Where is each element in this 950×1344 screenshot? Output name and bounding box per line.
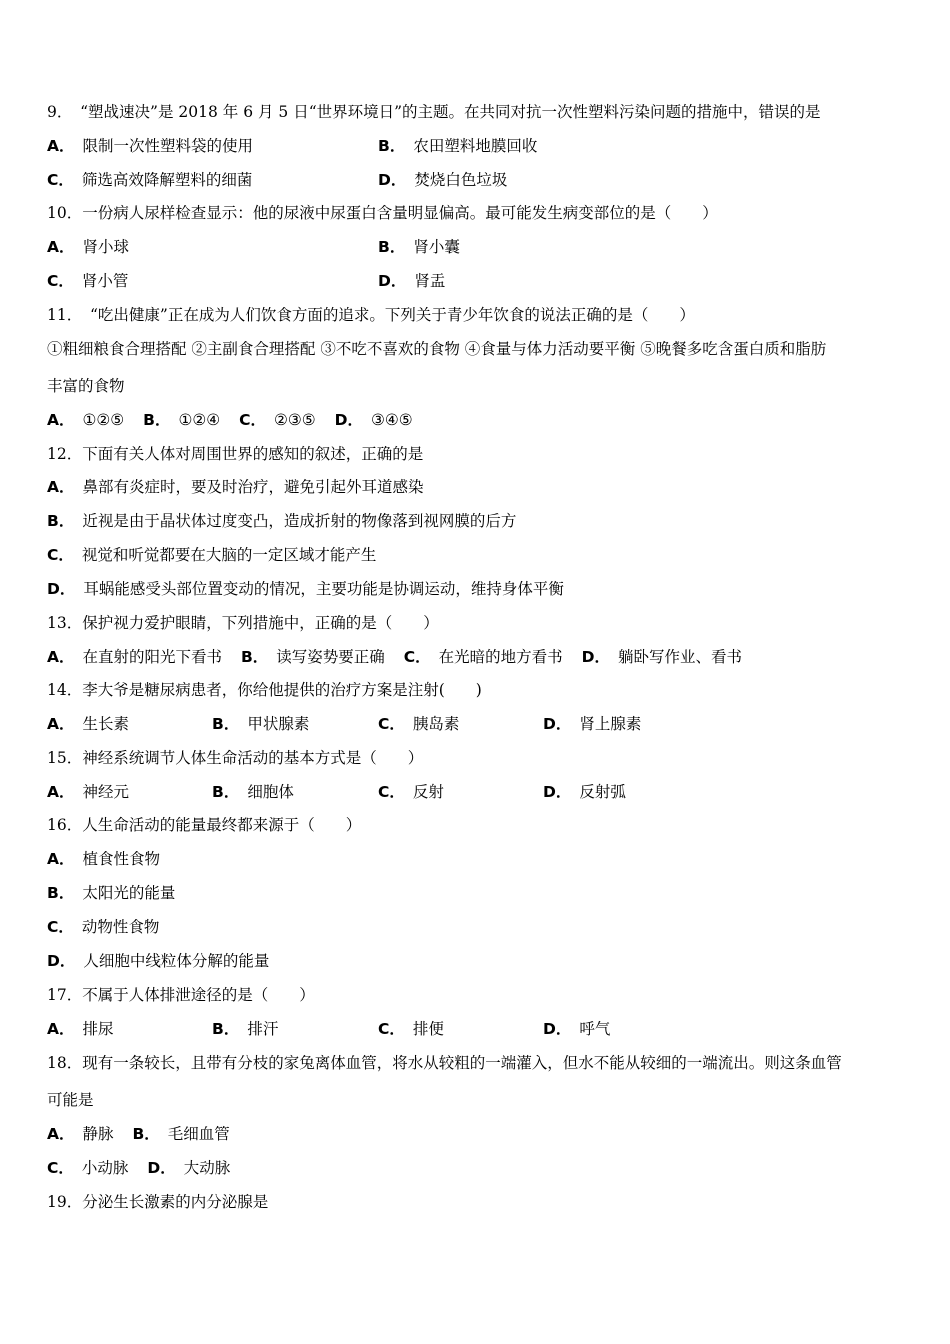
question-11-options (47, 410, 413, 430)
option-text: 太阳光的能量 (82, 884, 176, 902)
question-9-option-c (47, 170, 252, 190)
question-15-option-c (378, 782, 444, 802)
option-text: 细胞体 (247, 783, 294, 801)
question-12-option-d (47, 579, 564, 599)
option-label: D． (378, 272, 407, 290)
question-13-options (47, 647, 742, 667)
question-18-stem-cont: 可能是 (47, 1091, 94, 1109)
question-10-stem: 10．一份病人尿样检查显示：他的尿液中尿蛋白含量明显偏高。最可能发生病变部位的是（ ） (47, 204, 718, 222)
option-label: A． (47, 478, 75, 496)
option-label: A． (47, 137, 75, 155)
option-text: 毛细血管 (167, 1125, 230, 1143)
option-label: C． (47, 171, 74, 189)
question-10-option-b (378, 237, 460, 257)
question-15-option-d (543, 782, 626, 802)
question-16-option-a (47, 849, 160, 869)
question-11-statements: ①粗细粮食合理搭配 ②主副食合理搭配 ③不吃不喜欢的食物 ④食量与体力活动要平衡 ⑤晚餐多吃含蛋白质和脂肪 (47, 340, 827, 358)
option-label: C． (239, 411, 266, 429)
option-label: A． (47, 850, 75, 868)
question-18-options-ab (47, 1124, 230, 1144)
option-text: 排汗 (247, 1020, 279, 1038)
question-13-stem: 13．保护视力爱护眼睛，下列措施中，正确的是（ ） (47, 614, 439, 632)
option-text: ③④⑤ (370, 411, 413, 429)
option-text: 限制一次性塑料袋的使用 (82, 137, 254, 155)
question-9-option-b (378, 136, 537, 156)
option-label: B． (378, 238, 406, 256)
option-label: A． (47, 715, 75, 733)
question-10-option-a (47, 237, 129, 257)
question-9-option-d (378, 170, 507, 190)
option-label: C． (47, 1159, 74, 1177)
option-text: 肾小管 (81, 272, 129, 290)
option-text: 肾上腺素 (579, 715, 642, 733)
option-text: 神经元 (82, 783, 130, 801)
question-9-option-a (47, 136, 253, 156)
option-text: 反射弧 (579, 783, 626, 801)
option-label: B． (212, 715, 240, 733)
option-text: 生长素 (82, 715, 130, 733)
option-text: 焚烧白色垃圾 (414, 171, 508, 189)
option-label: B． (132, 1125, 160, 1143)
option-label: D． (334, 411, 363, 429)
option-label: D． (47, 952, 76, 970)
option-text: ①②④ (178, 411, 221, 429)
question-18-stem: 18．现有一条较长，且带有分枝的家兔离体血管，将水从较粗的一端灌入，但水不能从较细的一端流出。则这条血管 (47, 1054, 842, 1072)
option-text: 鼻部有炎症时，要及时治疗，避免引起外耳道感染 (82, 478, 424, 496)
option-label: B． (212, 1020, 240, 1038)
question-12-option-a (47, 477, 424, 497)
option-text: 小动脉 (81, 1159, 129, 1177)
option-text: 躺卧写作业、看书 (617, 648, 742, 666)
question-15-option-b (212, 782, 294, 802)
option-label: C． (378, 715, 405, 733)
option-text: 大动脉 (183, 1159, 231, 1177)
question-9-stem: 9． “塑战速决”是 2018 年 6 月 5 日“世界环境日”的主题。在共同对抗一次性塑料污染问题的措施中，错误的是 (47, 103, 821, 121)
question-17-stem: 17．不属于人体排泄途径的是（ ） (47, 986, 315, 1004)
option-label: A． (47, 411, 75, 429)
question-16-option-b (47, 883, 175, 903)
option-text: 植食性食物 (82, 850, 161, 868)
question-15-option-a (47, 782, 129, 802)
option-text: 农田塑料地膜回收 (413, 137, 538, 155)
question-15-stem: 15．神经系统调节人体生命活动的基本方式是（ ） (47, 749, 424, 767)
option-text: 肾小囊 (413, 238, 460, 256)
question-14-option-b (212, 714, 309, 734)
option-text: 视觉和听觉都要在大脑的一定区域才能产生 (81, 546, 377, 564)
option-text: 肾盂 (414, 272, 446, 290)
question-14-option-a (47, 714, 129, 734)
option-text: 读写姿势要正确 (276, 648, 385, 666)
option-text: 在光暗的地方看书 (438, 648, 563, 666)
option-text: ②③⑤ (273, 411, 316, 429)
option-text: 筛选高效降解塑料的细菌 (81, 171, 253, 189)
option-text: 动物性食物 (81, 918, 160, 936)
option-text: 呼气 (579, 1020, 611, 1038)
question-17-option-c (378, 1019, 444, 1039)
option-label: D． (147, 1159, 176, 1177)
option-label: D． (543, 715, 572, 733)
option-label: B． (378, 137, 406, 155)
option-label: A． (47, 1020, 75, 1038)
option-label: B． (47, 512, 75, 530)
option-label: A． (47, 648, 75, 666)
question-14-option-d (543, 714, 641, 734)
option-label: A． (47, 1125, 75, 1143)
option-label: C． (47, 918, 74, 936)
option-text: 在直射的阳光下看书 (82, 648, 223, 666)
question-17-option-d (543, 1019, 610, 1039)
option-label: B． (143, 411, 171, 429)
question-10-option-c (47, 271, 128, 291)
option-text: 耳蜗能感受头部位置变动的情况，主要功能是协调运动，维持身体平衡 (83, 580, 564, 598)
question-14-stem: 14．李大爷是糖尿病患者，你给他提供的治疗方案是注射( ) (47, 681, 482, 699)
option-label: A． (47, 238, 75, 256)
option-label: B． (212, 783, 240, 801)
option-text: 胰岛素 (412, 715, 460, 733)
option-text: 近视是由于晶状体过度变凸，造成折射的物像落到视网膜的后方 (82, 512, 517, 530)
question-16-option-d (47, 951, 269, 971)
option-label: C． (378, 1020, 405, 1038)
question-12-stem: 12．下面有关人体对周围世界的感知的叙述，正确的是 (47, 445, 424, 463)
option-text: 静脉 (82, 1125, 114, 1143)
option-label: C． (378, 783, 405, 801)
option-label: C． (403, 648, 431, 666)
question-18-options-cd (47, 1158, 230, 1178)
question-11-stem: 11． “吃出健康”正在成为人们饮食方面的追求。下列关于青少年饮食的说法正确的是（ ） (47, 306, 695, 324)
question-19-stem: 19．分泌生长激素的内分泌腺是 (47, 1193, 269, 1211)
option-label: C． (47, 546, 74, 564)
question-16-option-c (47, 917, 159, 937)
option-label: D． (378, 171, 407, 189)
question-12-option-c (47, 545, 376, 565)
question-17-option-a (47, 1019, 114, 1039)
question-16-stem: 16．人生命活动的能量最终都来源于（ ） (47, 816, 362, 834)
option-text: 排便 (412, 1020, 444, 1038)
question-10-option-d (378, 271, 445, 291)
question-14-option-c (378, 714, 459, 734)
option-label: A． (47, 783, 75, 801)
question-12-option-b (47, 511, 516, 531)
option-text: 反射 (412, 783, 444, 801)
option-text: 人细胞中线粒体分解的能量 (83, 952, 270, 970)
option-label: C． (47, 272, 74, 290)
option-text: 肾小球 (82, 238, 130, 256)
option-text: ①②⑤ (82, 411, 125, 429)
option-label: D． (543, 1020, 572, 1038)
option-label: D． (543, 783, 572, 801)
question-17-option-b (212, 1019, 278, 1039)
option-label: B． (47, 884, 75, 902)
option-text: 甲状腺素 (247, 715, 310, 733)
option-label: D． (47, 580, 76, 598)
question-11-statements-cont: 丰富的食物 (47, 377, 125, 395)
option-text: 排尿 (82, 1020, 114, 1038)
option-label: B． (240, 648, 269, 666)
option-label: D． (581, 648, 610, 666)
